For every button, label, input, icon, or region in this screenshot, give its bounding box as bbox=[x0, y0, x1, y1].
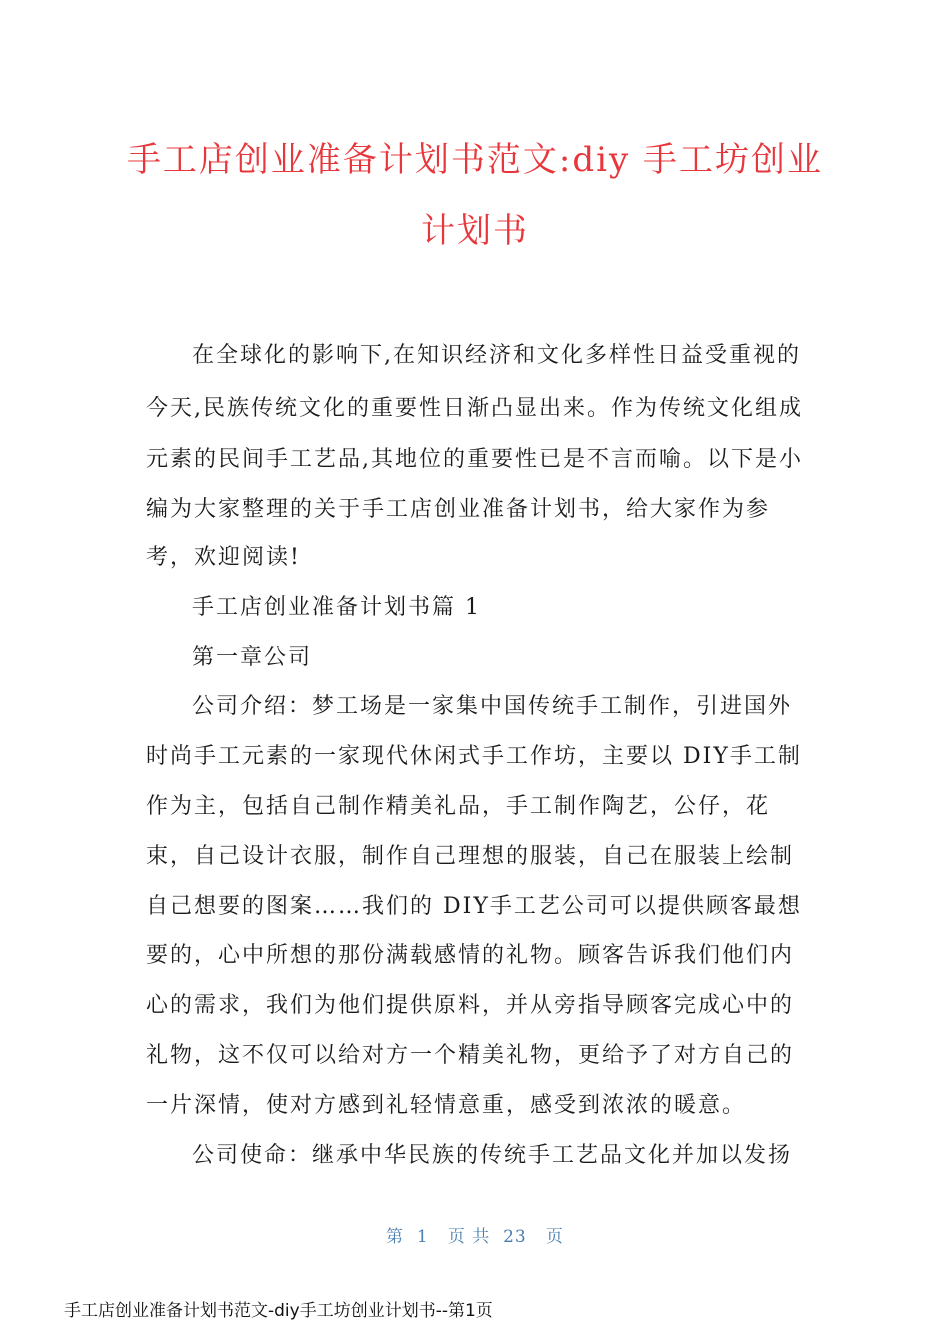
paragraph-line: 考，欢迎阅读! bbox=[146, 545, 301, 570]
paragraph-line: 作为主，包括自己制作精美礼品，手工制作陶艺，公仔，花 bbox=[146, 794, 771, 819]
paragraph-line: 公司使命：继承中华民族的传统手工艺品文化并加以发扬 bbox=[192, 1143, 793, 1168]
paragraph-line: 今天,民族传统文化的重要性日渐凸显出来。作为传统文化组成 bbox=[146, 396, 803, 421]
paragraph-line: 礼物，这不仅可以给对方一个精美礼物，更给予了对方自己的 bbox=[146, 1043, 795, 1068]
paragraph-line: 编为大家整理的关于手工店创业准备计划书，给大家作为参 bbox=[146, 497, 771, 522]
paragraph-line: 自己想要的图案……我们的 DIY手工艺公司可以提供顾客最想 bbox=[146, 894, 802, 919]
document-title-line-1: 手工店创业准备计划书范文:diy 手工坊创业 bbox=[126, 140, 824, 180]
section-heading: 手工店创业准备计划书篇 1 bbox=[192, 595, 481, 620]
page-caption: 手工店创业准备计划书范文-diy手工坊创业计划书--第1页 bbox=[64, 1301, 493, 1321]
page-indicator: 第 1 页 共 23 页 bbox=[386, 1227, 564, 1247]
chapter-heading: 第一章公司 bbox=[192, 645, 313, 670]
paragraph-line: 元素的民间手工艺品,其地位的重要性已是不言而喻。以下是小 bbox=[146, 447, 803, 472]
paragraph-line: 时尚手工元素的一家现代休闲式手工作坊，主要以 DIY手工制 bbox=[146, 744, 802, 769]
paragraph-line: 在全球化的影响下,在知识经济和文化多样性日益受重视的 bbox=[192, 343, 801, 368]
paragraph-line: 一片深情，使对方感到礼轻情意重，感受到浓浓的暖意。 bbox=[146, 1093, 747, 1118]
document-title-line-2: 计划书 bbox=[421, 211, 529, 251]
paragraph-line: 心的需求，我们为他们提供原料，并从旁指导顾客完成心中的 bbox=[146, 993, 795, 1018]
paragraph-line: 束，自己设计衣服，制作自己理想的服装，自己在服装上绘制 bbox=[146, 844, 795, 869]
paragraph-line: 公司介绍：梦工场是一家集中国传统手工制作，引进国外 bbox=[192, 694, 793, 719]
paragraph-line: 要的，心中所想的那份满载感情的礼物。顾客告诉我们他们内 bbox=[146, 943, 795, 968]
